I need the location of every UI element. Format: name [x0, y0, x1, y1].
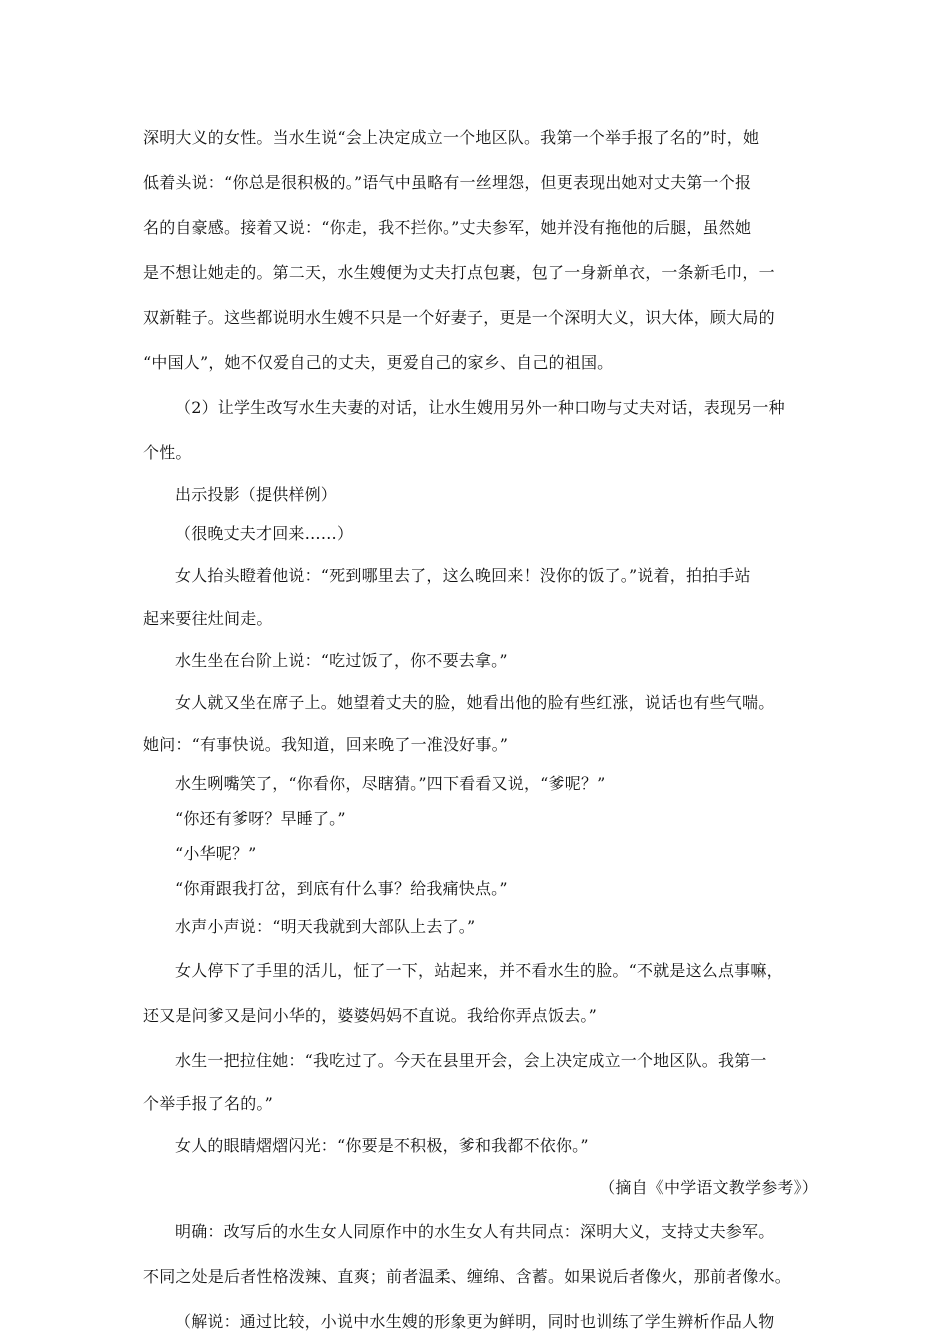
text-line: 不同之处是后者性格泼辣、直爽；前者温柔、缠绵、含蓄。如果说后者像火，那前者像水。 [143, 1267, 792, 1286]
text-line: （解说：通过比较，小说中水生嫂的形象更为鲜明，同时也训练了学生辨析作品人物 [175, 1312, 775, 1331]
text-line: 女人停下了手里的活儿，怔了一下，站起来，并不看水生的脸。“不就是这么点事嘛， [175, 961, 783, 980]
text-line: “中国人”，她不仅爱自己的丈夫，更爱自己的家乡、自己的祖国。 [143, 353, 614, 372]
text-line: 女人的眼睛熠熠闪光：“你要是不积极，爹和我都不依你。” [175, 1136, 589, 1155]
text-line: 她问：“有事快说。我知道，回来晚了一准没好事。” [143, 735, 509, 754]
source-citation: （摘自《中学语文教学参考》） [599, 1178, 818, 1197]
text-line: 名的自豪感。接着又说：“你走，我不拦你。”丈夫参军，她并没有拖他的后腿，虽然她 [143, 218, 752, 237]
document-body [143, 115, 828, 1344]
text-line: 出示投影（提供样例） [175, 485, 338, 504]
text-line: 还又是问爹又是问小华的，婆婆妈妈不直说。我给你弄点饭去。” [143, 1006, 597, 1025]
text-line: 女人抬头瞪着他说：“死到哪里去了，这么晚回来！没你的饭了。”说着，拍拍手站 [175, 566, 751, 585]
text-line: 个举手报了名的。” [143, 1094, 273, 1113]
text-line: “你甭跟我打岔，到底有什么事？给我痛快点。” [175, 879, 508, 898]
text-line: 个性。 [143, 443, 192, 462]
text-line: （2）让学生改写水生夫妻的对话，让水生嫂用另外一种口吻与丈夫对话，表现另一种 [175, 398, 785, 417]
text-line: 明确：改写后的水生女人同原作中的水生女人有共同点：深明大义，支持丈夫参军。 [175, 1222, 775, 1241]
text-line: 水生坐在台阶上说：“吃过饭了，你不要去拿。” [175, 651, 508, 670]
text-line: “小华呢？” [175, 844, 257, 863]
text-line: 深明大义的女性。当水生说“会上决定成立一个地区队。我第一个举手报了名的”时，她 [143, 128, 760, 147]
text-line: （很晚丈夫才回来……） [175, 524, 354, 543]
text-line: 起来要往灶间走。 [143, 609, 273, 628]
text-line: 水生咧嘴笑了，“你看你，尽瞎猜。”四下看看又说，“爹呢？” [175, 774, 606, 793]
text-line: 水生一把拉住她：“我吃过了。今天在县里开会，会上决定成立一个地区队。我第一 [175, 1051, 767, 1070]
text-line: “你还有爹呀？早睡了。” [175, 809, 346, 828]
text-line: 双新鞋子。这些都说明水生嫂不只是一个好妻子，更是一个深明大义，识大体，顾大局的 [143, 308, 775, 327]
text-line: 是不想让她走的。第二天，水生嫂便为丈夫打点包裹，包了一身新单衣，一条新毛巾，一 [143, 263, 775, 282]
text-line: 女人就又坐在席子上。她望着丈夫的脸，她看出他的脸有些红涨，说话也有些气喘。 [175, 693, 775, 712]
text-line: 低着头说：“你总是很积极的。”语气中虽略有一丝埋怨，但更表现出她对丈夫第一个报 [143, 173, 752, 192]
text-line: 水声小声说：“明天我就到大部队上去了。” [175, 917, 476, 936]
